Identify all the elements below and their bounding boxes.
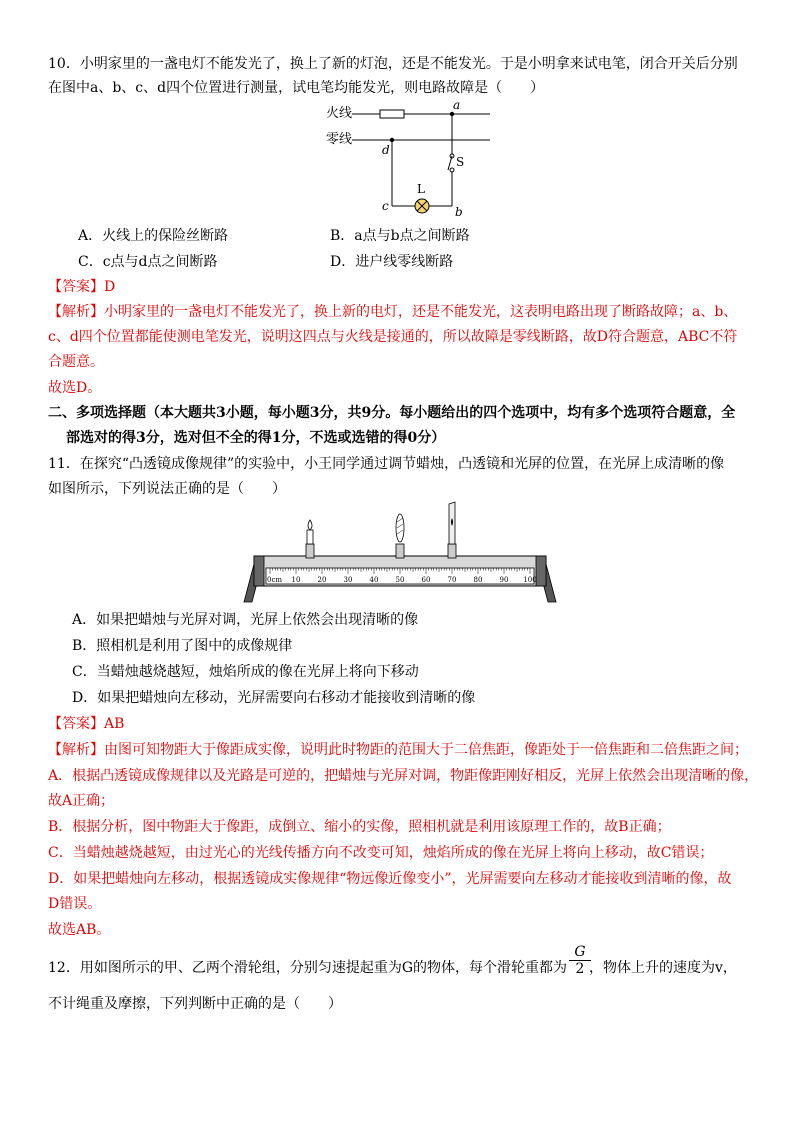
q11-analysis-line3: 故A正确；	[48, 793, 115, 809]
ruler-label: 90	[499, 576, 509, 584]
q10-option-d: D．进户线零线断路	[330, 254, 454, 270]
q10-option-b: B．a点与b点之间断路	[330, 228, 470, 244]
ruler-label: 30	[343, 576, 353, 584]
label-switch: S	[456, 155, 465, 169]
q11-option-c: C．当蜡烛越烧越短，烛焰所成的像在光屏上将向下移动	[72, 664, 419, 680]
lens-holder	[396, 544, 404, 558]
label-lamp: L	[417, 182, 425, 196]
section2-heading-line1: 二、多项选择题（本大题共3小题，每小题3分，共9分。每小题给出的四个选项中，均有多个选项符合题意，全	[48, 405, 736, 421]
q10-analysis-line1: 【解析】小明家里的一盏电灯不能发光了，换上新的电灯，还是不能发光，这表明电路出现了断路故障；a、b、	[48, 304, 738, 320]
candle	[307, 530, 313, 544]
label-a: a	[453, 98, 461, 112]
q11-analysis-line4: B．根据分析，图中物距大于像距，成倒立、缩小的实像，照相机就是利用该原理工作的，故B正确；	[48, 819, 671, 835]
q10-conclusion: 故选D。	[48, 380, 102, 396]
q11-analysis-line6: D．如果把蜡烛向左移动，根据透镜成实像规律“物远像近像变小”，光屏需要向左移动才能接收到清晰的像，故	[48, 871, 732, 887]
ruler-label: 0cm	[267, 576, 283, 584]
q11-option-a: A．如果把蜡烛与光屏对调，光屏上依然会出现清晰的像	[72, 612, 419, 628]
q10-stem-line1: 10．小明家里的一盏电灯不能发光了，换上了新的灯泡，还是不能发光。于是小明拿来试电笔，闭合开关后分别	[48, 56, 738, 72]
ruler-label: 50	[395, 576, 405, 584]
q10-option-a: A．火线上的保险丝断路	[78, 228, 229, 244]
q12-stem-pre: 12．用如图所示的甲、乙两个滑轮组，分别匀速提起重为G的物体，每个滑轮重都为	[48, 960, 567, 976]
label-b: b	[455, 205, 463, 219]
q11-analysis-line2: A．根据凸透镜成像规律以及光路是可逆的，把蜡烛与光屏对调，物距像距刚好相反，光屏上依然会出现清晰的像，	[48, 768, 759, 784]
ruler-label: 10	[291, 576, 301, 584]
q11-stem-line1: 11．在探究“凸透镜成像规律”的实验中，小王同学通过调节蜡烛，凸透镜和光屏的位置，在光屏上成清晰的像	[48, 456, 725, 472]
live-wire-label: 火线	[326, 106, 353, 121]
q11-option-d: D．如果把蜡烛向左移动，光屏需要向右移动才能接收到清晰的像	[72, 690, 476, 706]
q11-analysis-line5: C．当蜡烛越烧越短，由过光心的光线传播方向不改变可知，烛焰所成的像在光屏上将向上移动，故C错误；	[48, 845, 714, 861]
ruler-label: 60	[421, 576, 431, 584]
candle-holder	[306, 544, 314, 558]
fraction-numerator: G	[574, 944, 586, 960]
switch-contact-bottom	[450, 168, 454, 172]
q10-stem-line2: 在图中a、b、c、d四个位置进行测量，试电笔均能发光，则电路故障是（ ）	[48, 80, 545, 96]
fraction-denominator: 2	[569, 960, 591, 977]
q11-stem-line2: 如图所示，下列说法正确的是（ ）	[48, 481, 286, 497]
ruler-label: 100	[523, 576, 537, 584]
ruler-label: 40	[369, 576, 379, 584]
q12-stem-line2: 不计绳重及摩擦，下列判断中正确的是（ ）	[48, 996, 342, 1012]
circuit-diagram	[300, 98, 500, 220]
q10-option-c: C．c点与d点之间断路	[78, 254, 218, 270]
optical-bench-figure	[240, 498, 560, 606]
q11-analysis-line7: D错误。	[48, 896, 102, 912]
ruler-label: 80	[473, 576, 483, 584]
q11-conclusion: 故选AB。	[48, 922, 111, 938]
q12-fraction	[569, 944, 591, 977]
neutral-wire-label: 零线	[326, 132, 353, 147]
label-d: d	[382, 143, 390, 157]
junction-d	[390, 138, 394, 142]
q10-analysis-line3: 合题意。	[48, 354, 104, 370]
fuse	[380, 110, 404, 118]
screen-holder	[448, 544, 456, 558]
q11-analysis-line1: 【解析】由图可知物距大于像距成实像，说明此时物距的范围大于二倍焦距，像距处于一倍焦距和二倍焦距之间；	[48, 742, 748, 758]
q11-answer: 【答案】AB	[48, 716, 125, 732]
q12-stem-post: ，物体上升的速度为v，	[589, 960, 737, 976]
q10-analysis-line2: c、d四个位置都能使测电笔发光，说明这四点与火线是接通的，所以故障是零线断路，故D符合题意，ABC不符	[48, 329, 738, 345]
label-c: c	[382, 199, 389, 213]
q12-stem-line1	[48, 958, 737, 978]
ruler-label: 20	[317, 576, 327, 584]
ruler-label: 70	[447, 576, 457, 584]
section2-heading-line2: 部选对的得3分，选对但不全的得1分，不选或选错的得0分）	[66, 430, 446, 446]
candle-flame	[308, 520, 312, 530]
q11-option-b: B．照相机是利用了图中的成像规律	[72, 638, 293, 654]
q10-answer: 【答案】D	[48, 279, 116, 295]
